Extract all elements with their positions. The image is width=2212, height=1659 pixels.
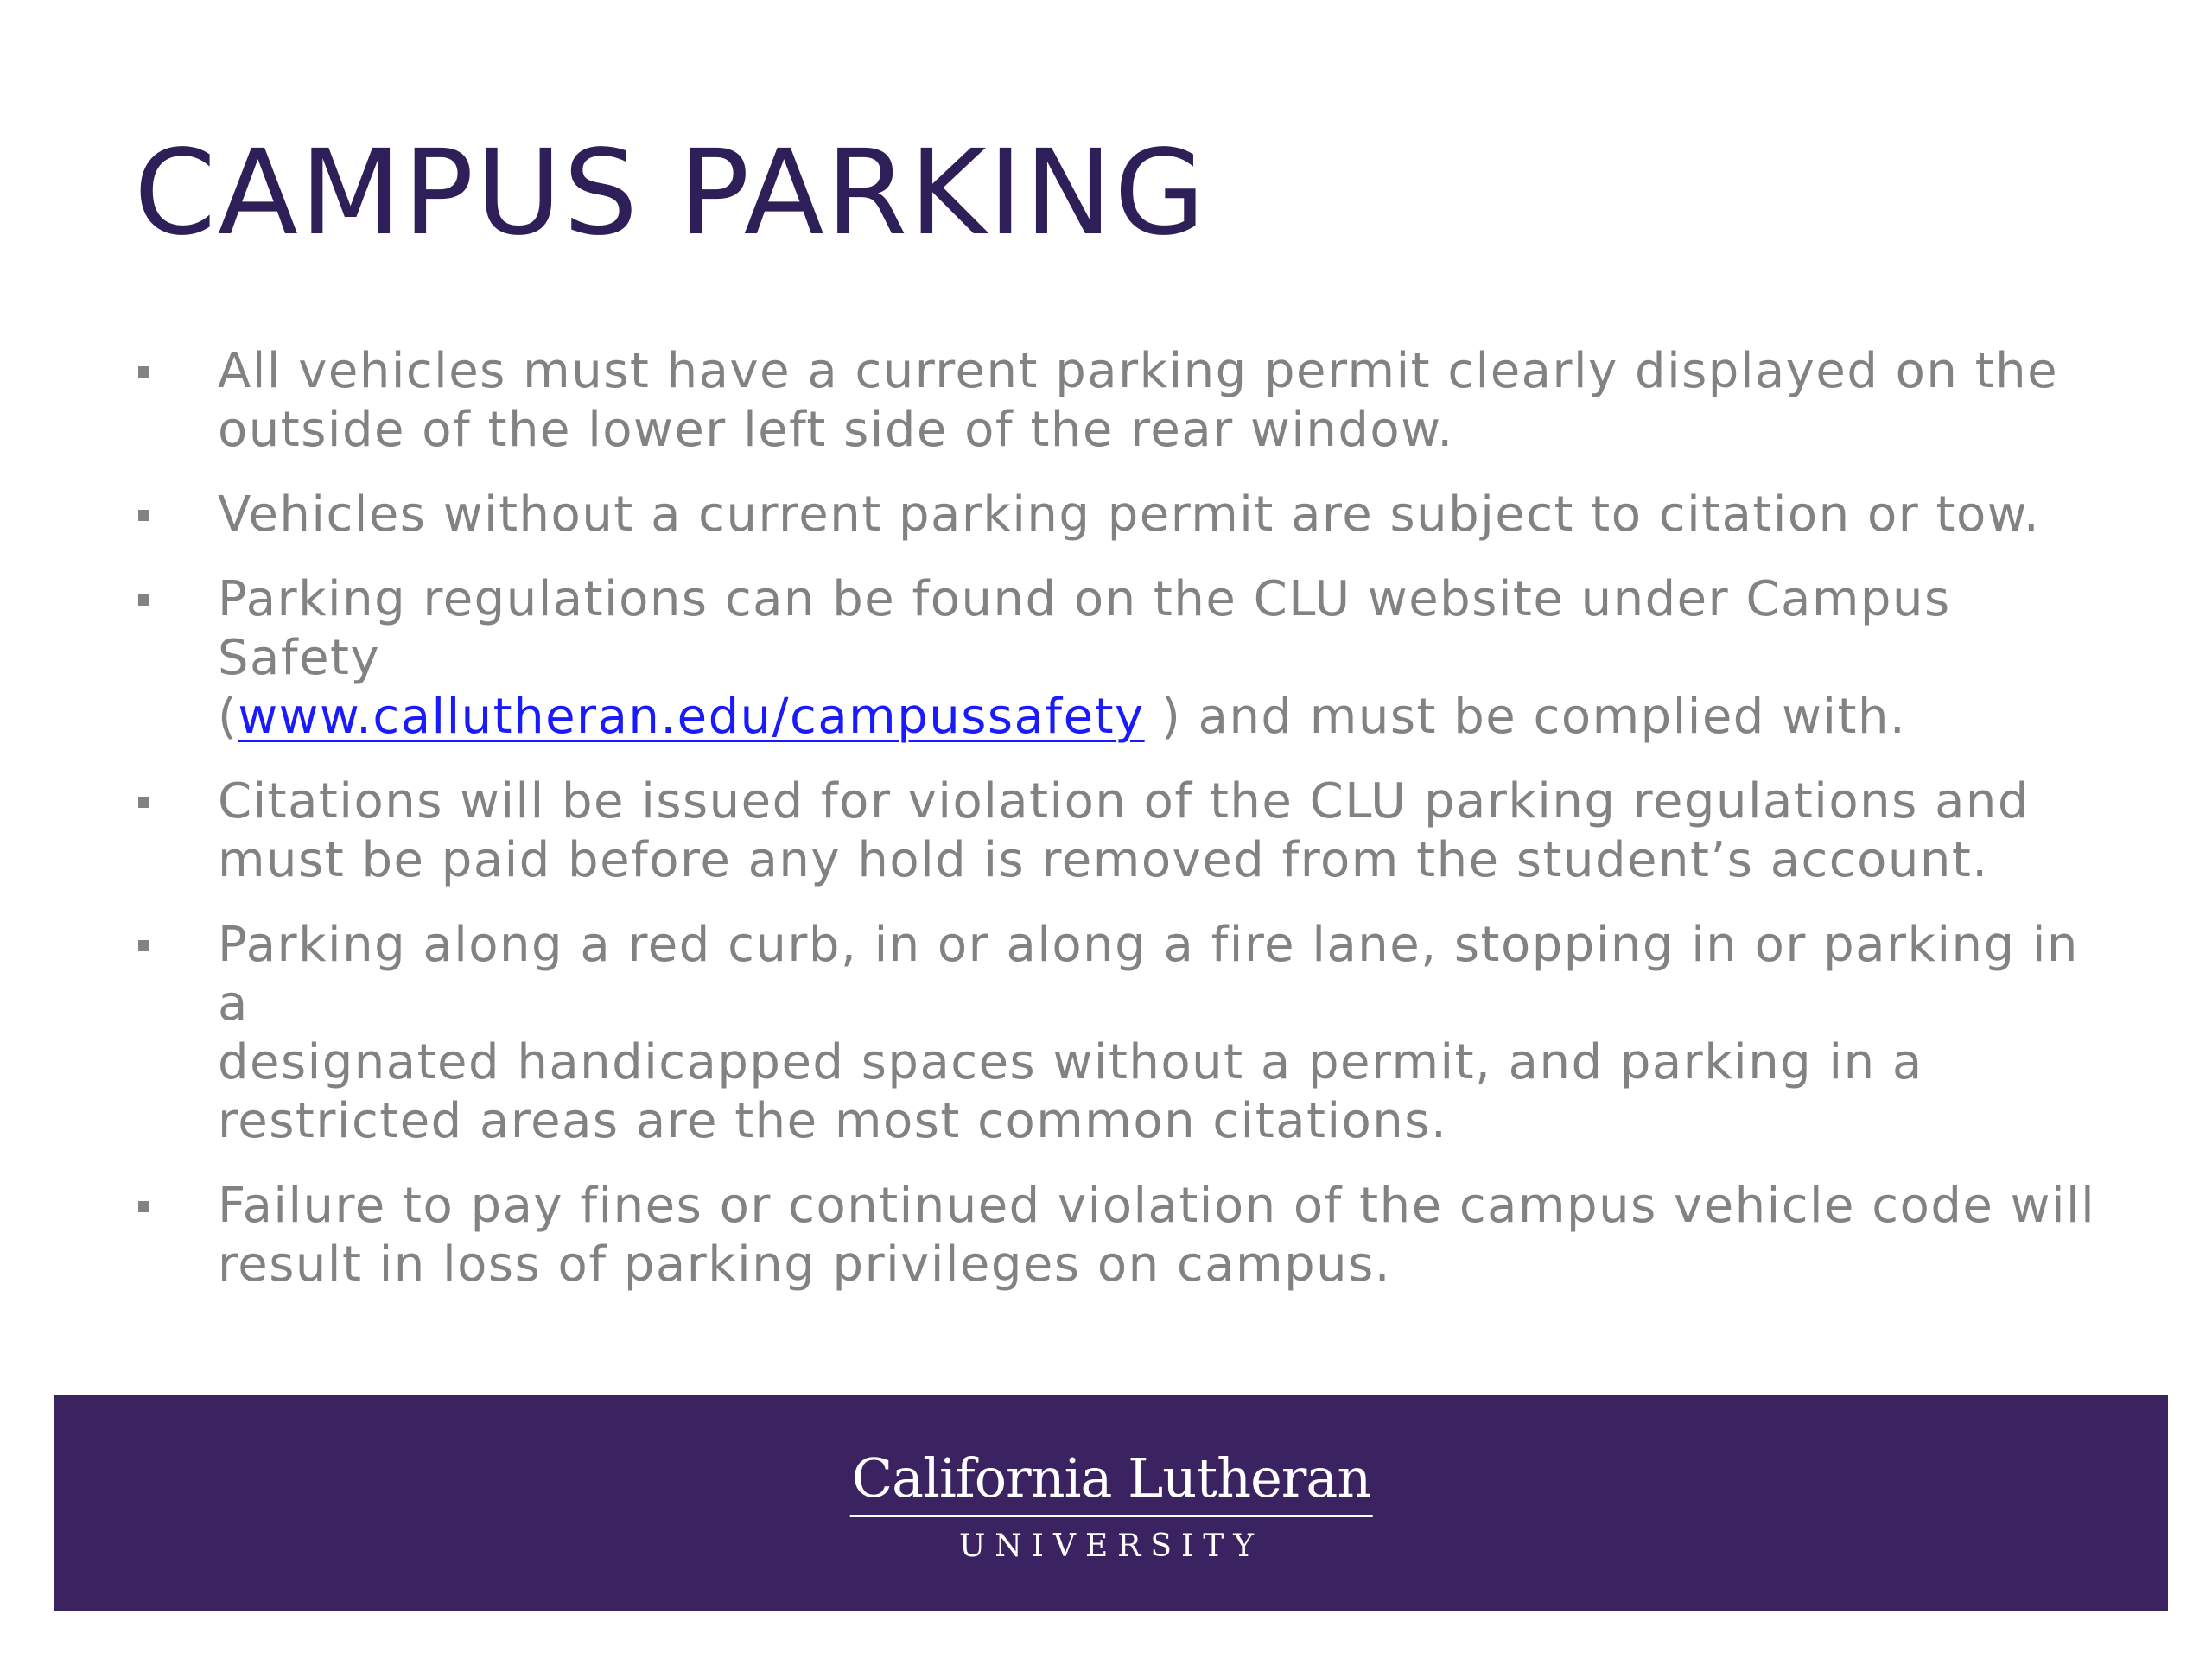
bullet-text-before-link: Parking regulations can be found on the CLU website under Campus Safety ( <box>218 571 1951 745</box>
square-bullet-icon <box>138 366 149 378</box>
bullet-text: Parking along a red curb, in or along a fire lane, stopping in or parking in a designated handicapped spaces without a permit, and parking in a restricted areas are the most common citations. <box>218 917 2079 1149</box>
bullet-list <box>130 342 2108 1320</box>
bullet-item-regulations <box>130 570 2108 747</box>
bullet-text <box>218 571 1951 745</box>
bullet-item-no-permit <box>130 486 2108 544</box>
square-bullet-icon <box>138 594 149 606</box>
logo-subtitle: UNIVERSITY <box>958 1529 1264 1564</box>
bullet-text: Vehicles without a current parking permit are subject to citation or tow. <box>218 486 2041 543</box>
square-bullet-icon <box>138 510 149 521</box>
square-bullet-icon <box>138 797 149 808</box>
bullet-text-after-link: ) and must be complied with. <box>1144 689 1907 745</box>
logo-wordmark: California Lutheran <box>850 1447 1373 1517</box>
footer-band <box>54 1395 2168 1611</box>
bullet-item-permit-display <box>130 342 2108 460</box>
bullet-item-common-citations <box>130 916 2108 1151</box>
bullet-text: Failure to pay fines or continued violation of the campus vehicle code will result in loss of parking privileges on campus. <box>218 1178 2096 1293</box>
campus-safety-link[interactable]: www.callutheran.edu/campussafety <box>238 689 1145 745</box>
bullet-text: All vehicles must have a current parking permit clearly displayed on the outside of the lower left side of the rear window. <box>218 343 2059 458</box>
bullet-item-failure-to-pay <box>130 1177 2108 1294</box>
bullet-item-citations <box>130 772 2108 890</box>
slide-title: CAMPUS PARKING <box>134 125 1207 262</box>
square-bullet-icon <box>138 1201 149 1212</box>
university-logo <box>850 1447 1373 1564</box>
square-bullet-icon <box>138 940 149 951</box>
bullet-text: Citations will be issued for violation of the CLU parking regulations and must be paid before any hold is removed from the student’s account. <box>218 773 2030 888</box>
